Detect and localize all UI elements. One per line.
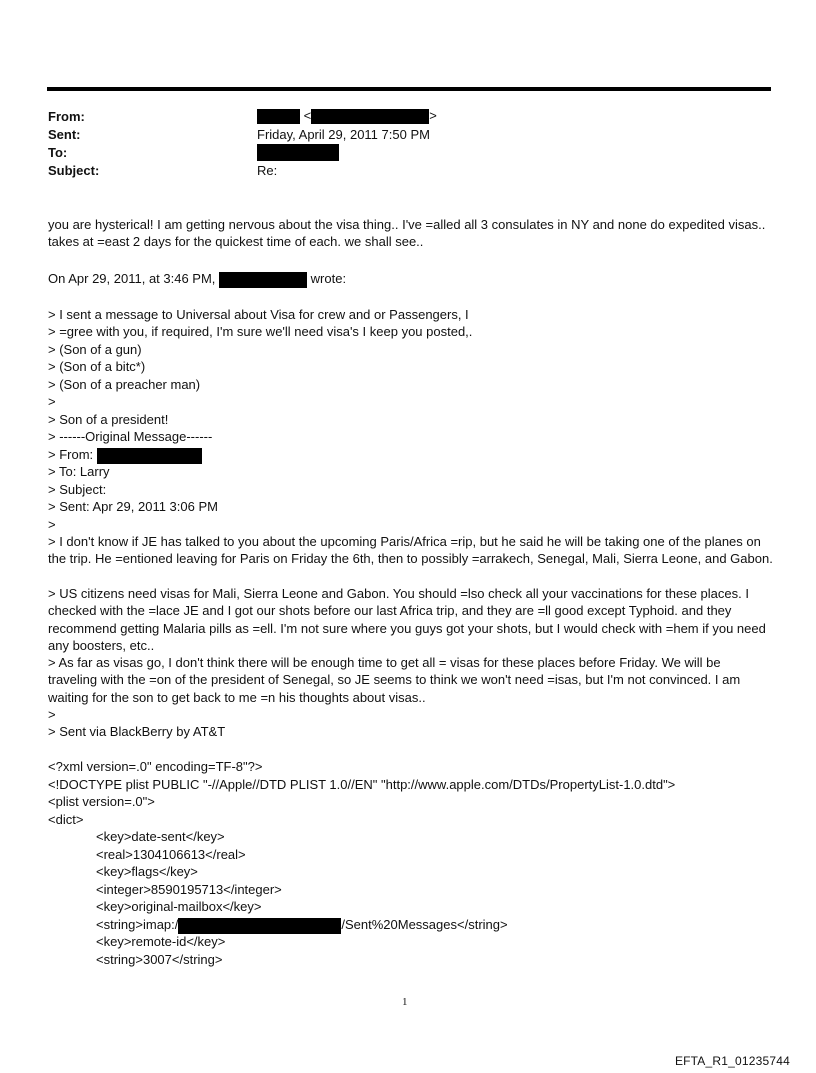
from-label: From:	[48, 109, 85, 124]
plist-line: <plist version=.0">	[48, 794, 155, 809]
bates-number: EFTA_R1_01235744	[674, 1054, 790, 1068]
plist-line: <dict>	[48, 812, 84, 827]
quoted-line: > (Son of a preacher man)	[48, 377, 201, 392]
redaction-block	[257, 109, 300, 124]
plist-line: <key>flags</key>	[96, 864, 198, 879]
quoted-line: > Subject:	[48, 482, 107, 497]
quoted-line: > ------Original Message------	[48, 429, 213, 444]
page-number: 1	[402, 996, 408, 1008]
sent-value: Friday, April 29, 2011 7:50 PM	[257, 127, 430, 142]
quoted-line: > =gree with you, if required, I'm sure we'll need visa's I keep you posted,.	[48, 324, 473, 339]
attribution-suffix: wrote:	[310, 271, 347, 286]
quoted-line: > I sent a message to Universal about Visa for crew and or Passengers, I	[48, 307, 469, 322]
quoted-paragraph: > I don't know if JE has talked to you about the upcoming Paris/Africa =rip, but he said he will be taking one of the planes on the trip. He =entioned leaving for Paris on Friday the 6th, then to possibly =arrakech, Senegal, Mali, Sierra Leone, and Gabon.	[48, 534, 773, 567]
from-close-bracket: >	[429, 108, 437, 123]
quoted-paragraph: > As far as visas go, I don't think there will be enough time to get all = visas for these places before Friday. We will be traveling with the =on of the president of Senegal, so JE seems to think we won't need =isas, but I'm not convinced. I am waiting for the son to get back to me =n his thoughts about visas..	[48, 655, 741, 705]
plist-mailbox-prefix: <string>imap:/	[96, 917, 179, 932]
quote-attribution	[48, 270, 346, 288]
attribution-prefix: On Apr 29, 2011, at 3:46 PM,	[48, 271, 216, 286]
quoted-line: > Sent via BlackBerry by AT&T	[48, 724, 226, 739]
plist-mailbox-line	[96, 916, 508, 934]
redaction-block	[219, 272, 307, 288]
plist-line: <key>remote-id</key>	[96, 934, 226, 949]
plist-line: <integer>8590195713</integer>	[96, 882, 282, 897]
quoted-line: >	[48, 517, 56, 532]
to-label: To:	[48, 145, 68, 160]
to-value	[257, 144, 339, 161]
quoted-line: > To: Larry	[48, 464, 110, 479]
from-value	[257, 108, 437, 124]
quoted-line: >	[48, 707, 56, 722]
quoted-line: >	[48, 394, 56, 409]
quoted-line: > Sent: Apr 29, 2011 3:06 PM	[48, 499, 218, 514]
subject-value: Re:	[257, 163, 278, 178]
quoted-paragraph: > US citizens need visas for Mali, Sierra Leone and Gabon. You should =lso check all your vaccinations for these places. I checked with the =lace JE and I got our shots before our last Africa trip, and they are =ll good except Typhoid. and they recommend getting Malaria pills as =ell. I'm not sure where you guys got your shots, but I would check with =hem if you need any boosters, etc..	[48, 586, 766, 654]
sent-label: Sent:	[48, 127, 81, 142]
header-rule	[47, 87, 771, 91]
subject-label: Subject:	[48, 163, 100, 178]
plist-line: <real>1304106613</real>	[96, 847, 246, 862]
plist-line: <key>original-mailbox</key>	[96, 899, 262, 914]
redaction-block	[178, 918, 341, 934]
quoted-line: > Son of a president!	[48, 412, 169, 427]
from-open-bracket: <	[303, 108, 312, 123]
redaction-block	[257, 144, 339, 161]
quoted-line: > (Son of a gun)	[48, 342, 142, 357]
plist-line: <key>date-sent</key>	[96, 829, 225, 844]
plist-mailbox-suffix: /Sent%20Messages</string>	[341, 917, 508, 932]
redaction-block	[311, 109, 429, 124]
quoted-from-label: > From:	[48, 447, 94, 462]
redaction-block	[97, 448, 202, 464]
quoted-from-line	[48, 446, 202, 464]
quoted-line: > (Son of a bitc*)	[48, 359, 146, 374]
plist-line: <string>3007</string>	[96, 952, 223, 967]
reply-text: you are hysterical! I am getting nervous about the visa thing.. I've =alled all 3 consulates in NY and none do expedited visas.. takes at =east 2 days for the quickest time of each. we shall see..	[48, 217, 766, 250]
plist-line: <?xml version=.0" encoding=TF-8"?>	[48, 759, 263, 774]
plist-line: <!DOCTYPE plist PUBLIC "-//Apple//DTD PLIST 1.0//EN" "http://www.apple.com/DTDs/PropertyList-1.0.dtd">	[48, 777, 676, 792]
